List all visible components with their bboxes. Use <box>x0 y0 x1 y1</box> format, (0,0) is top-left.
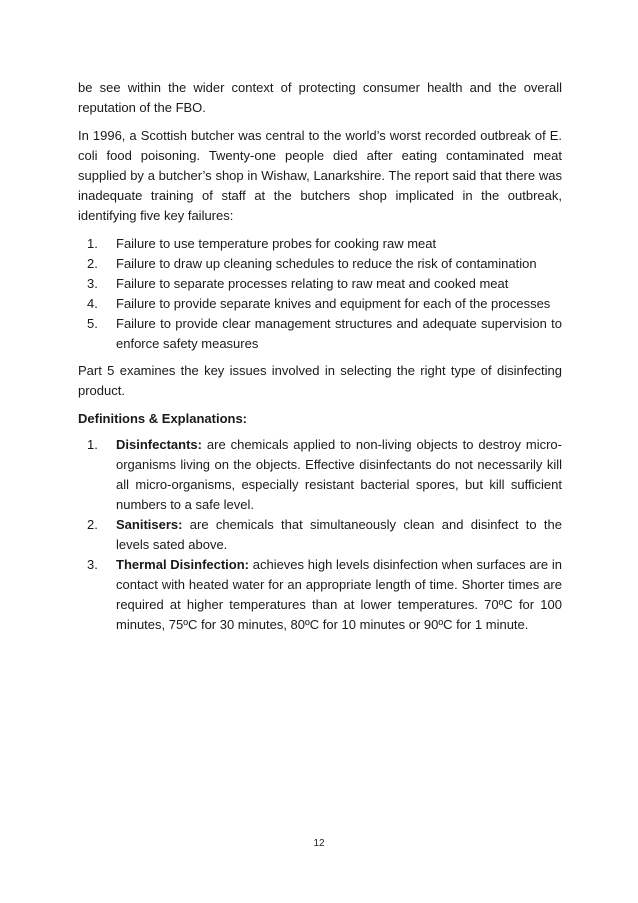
definition-text: are chemicals that simultaneously clean and disinfect to the levels sated above. <box>116 517 562 552</box>
outbreak-paragraph: In 1996, a Scottish butcher was central to the world’s worst recorded outbreak of E. coli food poisoning. Twenty-one people died after eating contaminated meat supplied by a butcher’s shop in Wishaw, Lanarkshire. The report said that there was inadequate training of staff at the butchers shop implicated in the outbreak, identifying five key failures: <box>78 128 562 223</box>
page-number: 12 <box>313 838 325 849</box>
definition-item <box>78 555 562 635</box>
list-item-text: Failure to draw up cleaning schedules to reduce the risk of contamination <box>116 256 537 271</box>
definition-term: Sanitisers: <box>116 517 183 532</box>
intro-paragraph: be see within the wider context of protecting consumer health and the overall reputation of the FBO. <box>78 80 562 115</box>
definition-text: achieves high levels disinfection when surfaces are in contact with heated water for an appropriate length of time. Shorter times are required at higher temperatures than at lower temperatures. 70ºC for 100 minutes, 75ºC for 30 minutes, 80ºC for 10 minutes or 90ºC for 1 minute. <box>116 557 562 632</box>
list-item <box>78 254 562 274</box>
definition-term: Disinfectants: <box>116 437 202 452</box>
list-item <box>78 234 562 254</box>
part5-paragraph: Part 5 examines the key issues involved in selecting the right type of disinfecting product. <box>78 363 562 398</box>
definition-number: 2. <box>87 517 98 532</box>
definitions-heading: Definitions & Explanations: <box>78 411 248 426</box>
list-item <box>78 294 562 314</box>
definitions-list <box>78 435 562 635</box>
definition-number: 3. <box>87 557 98 572</box>
list-item-text: Failure to provide clear management structures and adequate supervision to enforce safety measures <box>116 316 562 351</box>
list-item-number: 3. <box>87 276 98 291</box>
definition-number: 1. <box>87 437 98 452</box>
list-item-text: Failure to use temperature probes for cooking raw meat <box>116 236 437 251</box>
list-item-number: 2. <box>87 256 98 271</box>
definition-item <box>78 515 562 555</box>
document-page <box>78 78 562 642</box>
definition-item <box>78 435 562 515</box>
definition-term: Thermal Disinfection: <box>116 557 250 572</box>
list-item-number: 5. <box>87 316 98 331</box>
list-item-number: 1. <box>87 236 98 251</box>
list-item-text: Failure to provide separate knives and equipment for each of the processes <box>116 296 551 311</box>
list-item-text: Failure to separate processes relating to raw meat and cooked meat <box>116 276 509 291</box>
list-item <box>78 314 562 354</box>
list-item <box>78 274 562 294</box>
failures-list <box>78 234 562 354</box>
definition-text: are chemicals applied to non-living objects to destroy micro-organisms living on the objects. Effective disinfectants do not necessarily kill all micro-organisms, especially resistant bacterial spores, but kill sufficient numbers to a safe level. <box>116 437 562 512</box>
list-item-number: 4. <box>87 296 98 311</box>
